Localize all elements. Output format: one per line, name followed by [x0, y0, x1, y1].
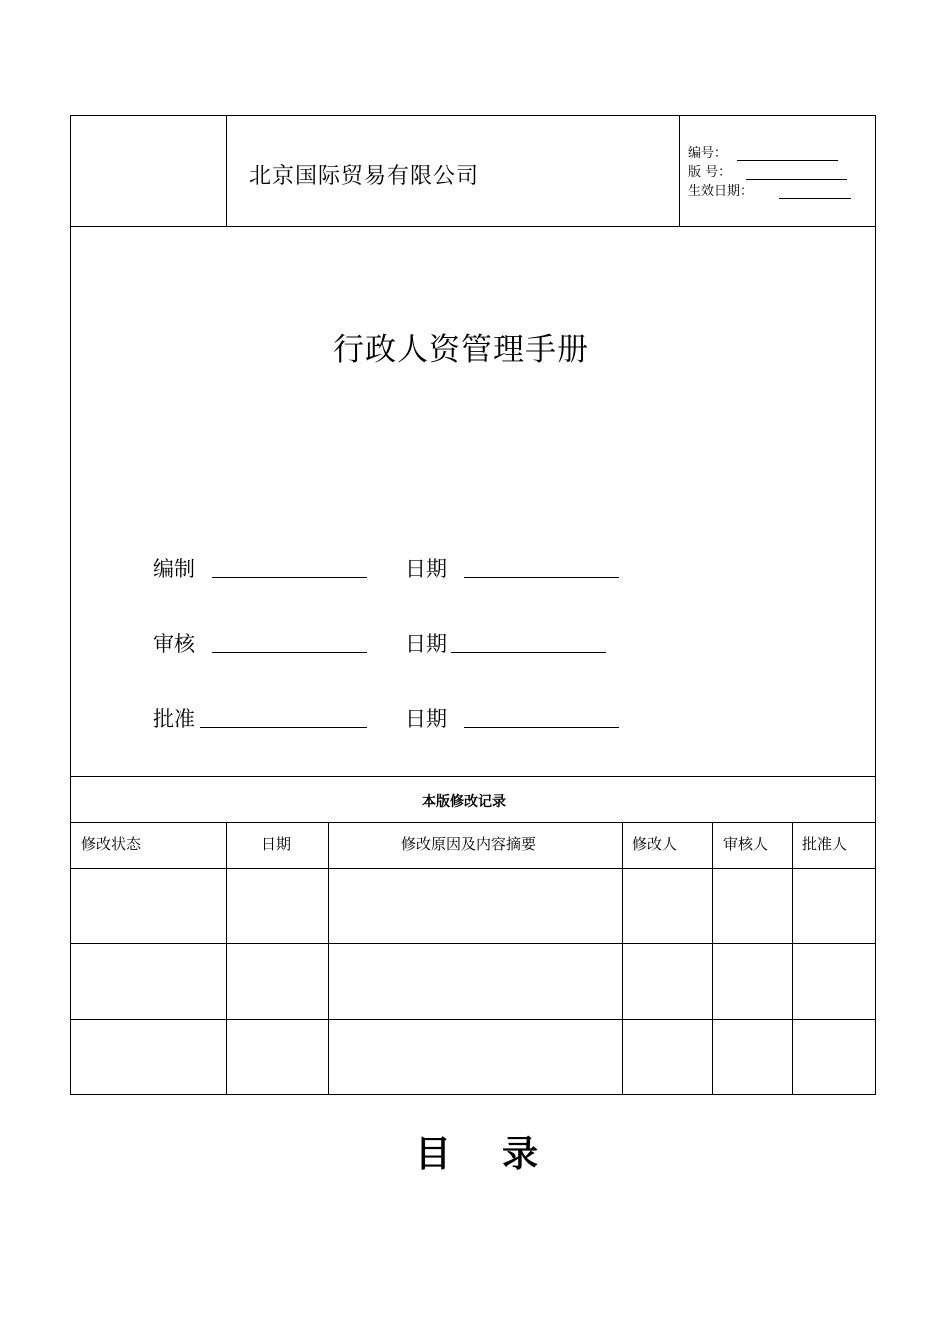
revision-col-divider-5	[792, 822, 793, 1094]
approved-date-label: 日期	[405, 707, 447, 731]
revision-row-rule-2	[70, 1019, 876, 1020]
col-header-reason: 修改原因及内容摘要	[401, 835, 537, 853]
header-divider-right	[679, 115, 680, 227]
reviewed-by-label: 审核	[153, 632, 195, 656]
revision-col-divider-4	[712, 822, 713, 1094]
toc-title-right: 录	[502, 1134, 541, 1175]
prepared-by-field[interactable]	[212, 577, 367, 578]
header-divider-left	[226, 115, 227, 227]
approved-date-field[interactable]	[464, 727, 619, 728]
col-header-status: 修改状态	[81, 835, 142, 853]
revision-header-top-rule	[70, 822, 876, 823]
revision-header-bottom-rule	[70, 868, 876, 869]
revision-record-title: 本版修改记录	[422, 794, 506, 810]
approved-by-label: 批准	[153, 707, 195, 731]
reviewed-date-label: 日期	[405, 632, 447, 656]
reviewed-date-field[interactable]	[451, 652, 606, 653]
toc-title-left: 目	[415, 1134, 454, 1175]
prepared-date-label: 日期	[405, 557, 447, 581]
revision-col-divider-2	[328, 822, 329, 1094]
col-header-approver: 批准人	[802, 835, 848, 853]
approved-by-field[interactable]	[200, 727, 367, 728]
header-bottom-rule	[70, 226, 876, 227]
reviewed-by-field[interactable]	[212, 652, 367, 653]
manual-title: 行政人资管理手册	[333, 332, 589, 368]
prepared-date-field[interactable]	[464, 577, 619, 578]
col-header-reviewer: 审核人	[723, 835, 769, 853]
doc-number-field[interactable]	[737, 160, 838, 161]
col-header-modifier: 修改人	[632, 835, 678, 853]
company-name: 北京国际贸易有限公司	[249, 164, 480, 189]
version-label: 版 号：	[688, 165, 732, 180]
revision-row-rule-1	[70, 943, 876, 944]
revision-col-divider-1	[226, 822, 227, 1094]
revision-col-divider-3	[622, 822, 623, 1094]
revision-top-rule	[70, 776, 876, 777]
effective-date-label: 生效日期：	[688, 184, 754, 199]
doc-number-label: 编号：	[688, 146, 728, 161]
col-header-date: 日期	[261, 835, 292, 853]
document-frame	[70, 115, 876, 1095]
effective-date-field[interactable]	[779, 198, 851, 199]
prepared-by-label: 编制	[153, 557, 195, 581]
version-field[interactable]	[746, 179, 847, 180]
